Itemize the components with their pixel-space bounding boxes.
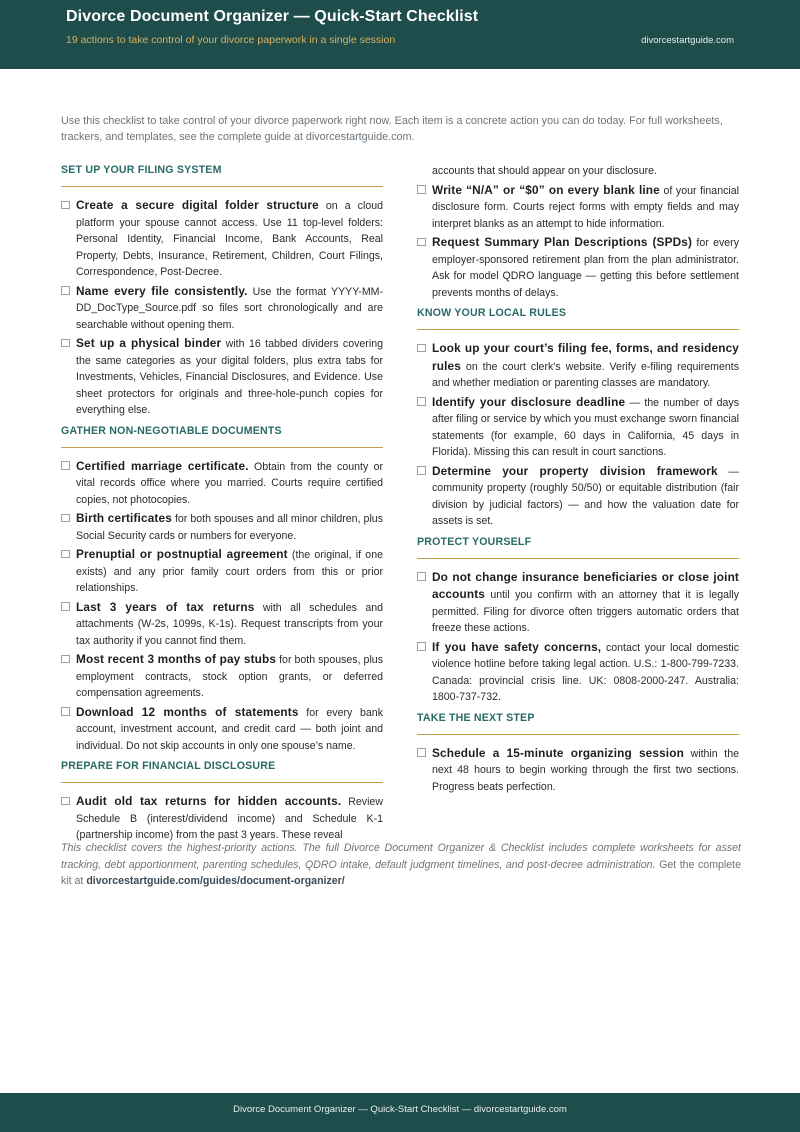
item-heading: Name every file consistently. [76,283,248,298]
item-heading: Most recent 3 months of pay stubs [76,652,277,666]
item-text [76,599,383,650]
checklist-item [61,546,383,597]
checklist-item [417,340,739,392]
checklist-item [61,793,383,844]
item-heading: Birth certificates [76,511,172,525]
intro-text: Use this checklist to take control of your divorce paperwork right now. Each item is a concrete action you can do today. For full worksheets, trackers, and templates, see the complete guide at divorcestartguide.com. [61,115,723,143]
checkbox[interactable] [61,201,70,210]
item-text [76,335,383,419]
section-local [417,303,739,530]
section-disclosure [61,756,383,844]
section-title: PREPARE FOR FINANCIAL DISCLOSURE [61,756,383,783]
section-protect [417,532,739,706]
section-gather [61,421,383,755]
item-text [432,463,739,530]
item-description: for every employer-sponsored retirement plan from the plan administrator. Ask for model QDRO language — getting this before settlement prevents months of delays. [432,237,739,299]
item-heading: Audit old tax returns for hidden accounts. [76,794,342,808]
item-text [76,546,383,597]
item-description: until you confirm with an attorney that it is legally permitted. Filing for divorce often triggers automatic orders that freeze these actions. [432,589,739,634]
checkbox[interactable] [61,797,70,806]
item-description: — community property (roughly 50/50) or equitable distribution (fair division by judicial factors) — and how the valuation date for assets is set. [432,465,739,527]
item-text [432,340,739,392]
item-text [76,793,383,844]
item-heading: If you have safety concerns, [432,639,602,654]
checkbox[interactable] [417,185,426,194]
checkbox[interactable] [61,514,70,523]
item-description: (the original, if one exists) and any prior family court orders from this or prior relationships. [76,549,383,594]
item-heading: Identify your disclosure deadline [432,394,626,409]
item-description: on the court clerk’s website. Verify e-filing requirements and whether mediation or parenting classes are mandatory. [432,360,739,389]
item-description: for every bank account, investment account, and credit card — both joint and individual. Do not skip accounts in only one spouse’s name. [76,706,383,752]
item-text [432,182,739,233]
checklist-item [417,569,739,637]
checkbox[interactable] [417,397,426,406]
checkbox[interactable] [61,286,70,295]
checkbox[interactable] [61,461,70,470]
checklist-item [61,599,383,650]
section-title: PROTECT YOURSELF [417,532,739,559]
section-title: SET UP YOUR FILING SYSTEM [61,160,383,187]
item-description: of your financial disclosure form. Courts reject forms with empty fields and may interpret blanks as an attempt to hide information. [432,184,739,230]
item-text [76,197,383,281]
checklist-item [417,394,739,461]
item-description: — the number of days after filing or service by which you must exchange sworn financial statements (for example, 60 days in California, 45 days in Florida). Missing this can result in court sanctions. [432,396,740,458]
checkbox[interactable] [417,344,426,353]
item-text [76,458,383,509]
checkbox[interactable] [61,655,70,664]
checklist-item [417,182,739,233]
item-description: for both spouses and all minor children, plus Social Security cards or numbers for everyone. [76,513,383,542]
checklist-item [61,651,383,702]
item-text [432,639,739,706]
checkbox[interactable] [61,339,70,348]
closing-note [61,840,741,890]
section-title: GATHER NON-NEGOTIABLE DOCUMENTS [61,421,383,448]
checklist-item [417,234,739,301]
item-heading: Do not change insurance beneficiaries or close joint accounts [432,569,739,601]
checkbox[interactable] [417,238,426,247]
item-heading: Look up your court’s filing fee, forms, and residency rules [432,341,739,373]
item-description: contact your local domestic violence hotline before taking legal action. U.S.: 1-800-799-7233. Canada: provincial crisis line. UK: 0808-2000-247. Australia: 1800-737-732. [432,641,739,703]
item-text [76,651,383,702]
closing-italic: This checklist covers the highest-priority actions. The full Divorce Document Organizer & Checklist includes complete worksheets for asset tracking, debt apportionment, parenting schedules, QDRO intake, default judgment timelines, and post-decree administration. [61,842,741,871]
checkbox[interactable] [417,572,426,581]
item-description: Review Schedule B (interest/dividend income) and Schedule K-1 (partnership income) from the past 3 years. These reveal [76,796,383,841]
item-text [76,510,383,544]
checkbox[interactable] [61,550,70,559]
header-site: divorcestartguide.com [641,35,734,46]
item-heading: Determine your property division framework [432,463,718,478]
item-heading: Write “N/A” or “$0” on every blank line [432,182,660,197]
item-heading: Schedule a 15-minute organizing session [432,745,684,760]
continued-text: accounts that should appear on your disclosure. [432,165,657,177]
checkbox[interactable] [61,602,70,611]
checklist-item [417,639,739,706]
item-heading: Download 12 months of statements [76,704,299,719]
checklist-item [61,458,383,509]
checkbox[interactable] [61,707,70,716]
item-heading: Request Summary Plan Descriptions (SPDs) [432,235,693,249]
item-description: for both spouses, plus employment contracts, stock option grants, or deferred compensation agreements. [76,654,383,699]
item-heading: Set up a physical binder [76,336,222,350]
section-next [417,708,739,796]
checklist-item [61,197,383,281]
item-heading: Create a secure digital folder structure [76,198,319,212]
section-title: TAKE THE NEXT STEP [417,708,739,735]
page-subtitle: 19 actions to take control of your divorce paperwork in a single session [66,34,396,46]
checklist-item [417,463,739,530]
item-text [432,569,739,637]
item-heading: Certified marriage certificate. [76,458,249,473]
section-filing [61,160,383,419]
page-title: Divorce Document Organizer — Quick-Start Checklist [66,8,479,25]
checklist-item [61,510,383,544]
checkbox[interactable] [417,466,426,475]
item-heading: Prenuptial or postnuptial agreement [76,547,288,561]
page-header [0,0,800,69]
item-description: with 16 tabbed dividers covering the same categories as your digital folders, plus extra tabs for Investments, Vehicles, Financial Disclosures, and Evidence. Use sheet protectors for originals and three-hole-punch copies for everything else. [76,338,383,416]
checklist-item [417,745,739,796]
closing-plain: Get the complete kit at [61,858,741,887]
page-footer: Divorce Document Organizer — Quick-Start Checklist — divorcestartguide.com [0,1093,800,1132]
checklist-item [61,704,383,755]
item-text [76,704,383,755]
right-column [417,163,739,797]
checklist-item [61,283,383,334]
item-description: Obtain from the county or vital records office where you married. Courts require certified copies, not photocopies. [76,460,383,506]
checklist-item [61,335,383,419]
item-text [432,234,739,301]
guide-link[interactable]: divorcestartguide.com/guides/document-organizer/ [86,875,345,887]
left-column [61,160,383,846]
item-text [432,394,739,461]
item-text [432,745,739,796]
checkbox[interactable] [417,748,426,757]
item-description: with all schedules and attachments (W-2s, 1099s, K-1s). Request transcripts from your tax authority if you cannot find them. [76,601,384,647]
item-text [76,283,383,334]
item-description: within the next 48 hours to begin working through the first two sections. Progress beats perfection. [432,747,739,793]
item-description: Use the format YYYY-MM-DD_DocType_Source.pdf so files sort chronologically and are searchable without opening them. [76,285,383,331]
section-title: KNOW YOUR LOCAL RULES [417,303,739,330]
checkbox[interactable] [417,642,426,651]
item-description: on a cloud platform your spouse cannot access. Use 11 top-level folders: Personal Identity, Financial Income, Bank Accounts, Real Property, Debts, Insurance, Retirement, Children, Court Filings, Correspondence, Post-Decree. [76,200,383,278]
item-heading: Last 3 years of tax returns [76,599,255,614]
